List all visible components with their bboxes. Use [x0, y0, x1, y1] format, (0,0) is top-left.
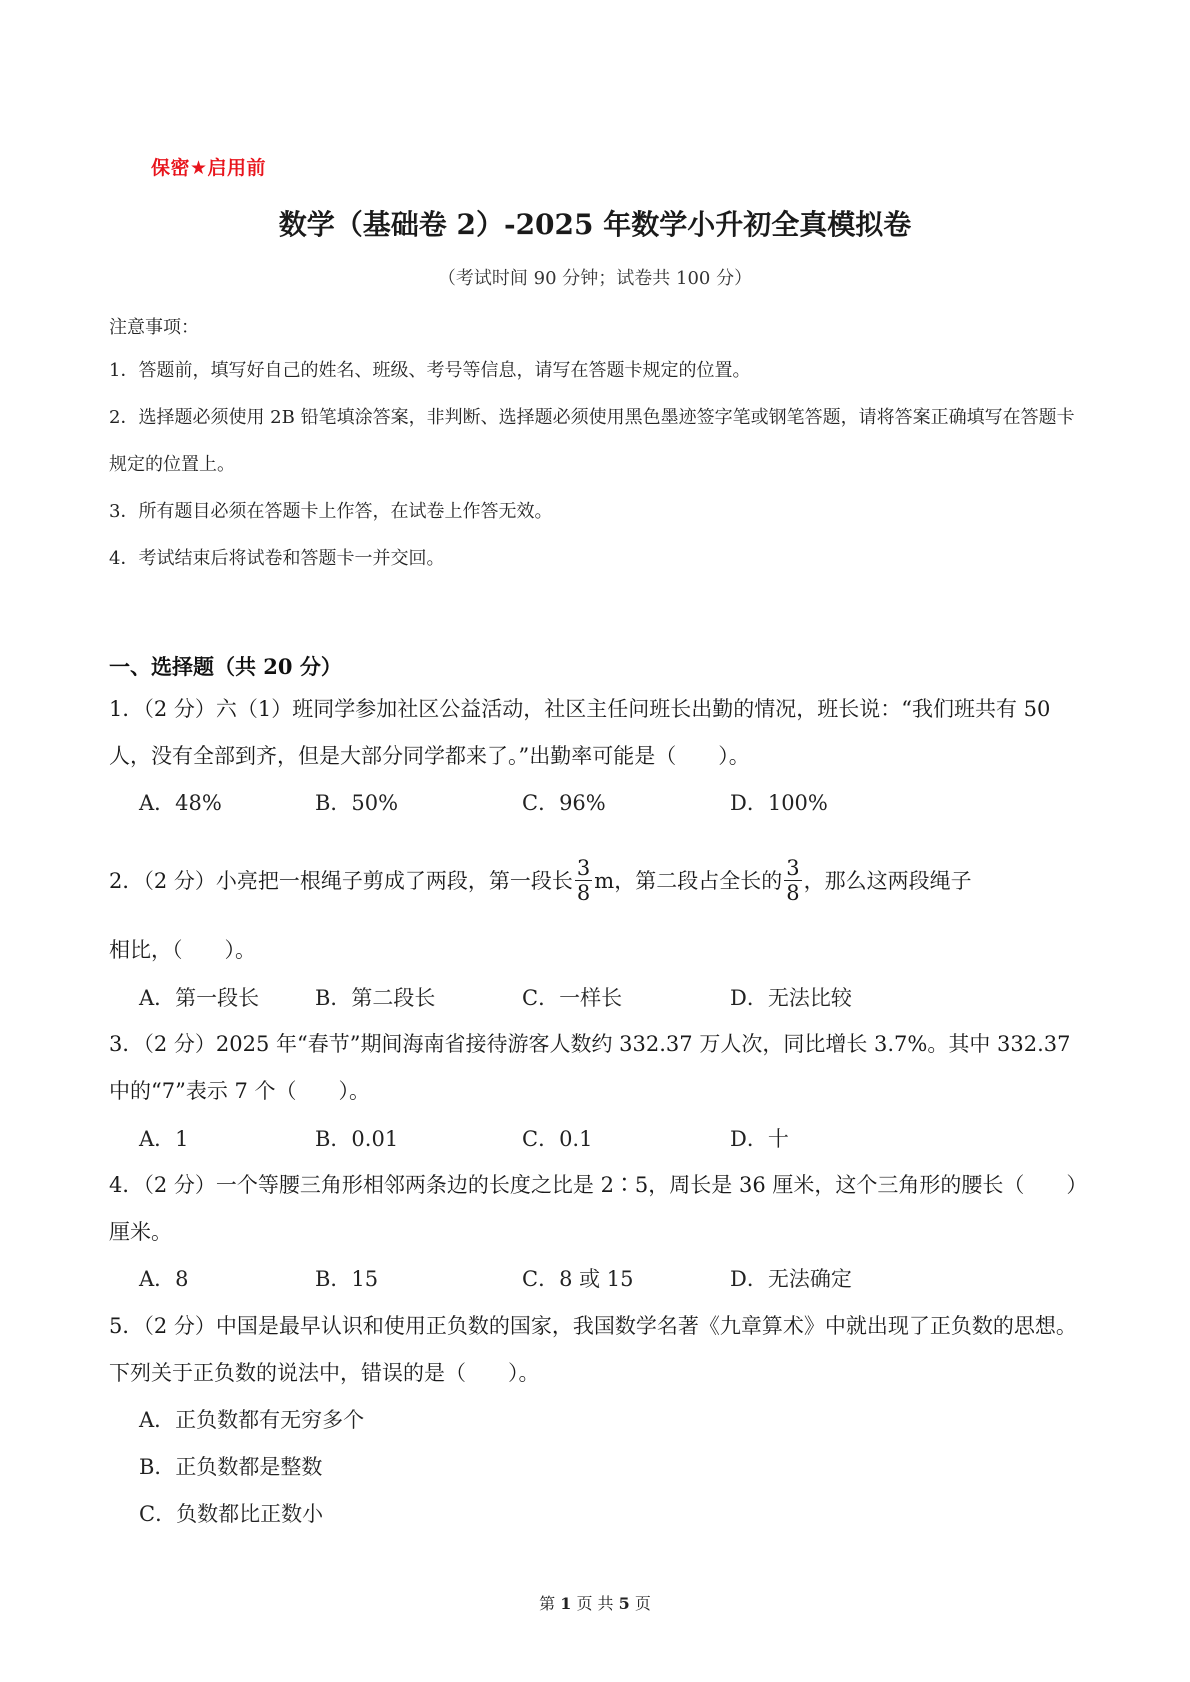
fraction-second-ratio: $\frac{3}{8}$: [786, 856, 800, 905]
option-b[interactable]: B．0.01: [315, 1127, 399, 1151]
notice-item-2: 2．选择题必须使用 2B 铅笔填涂答案，非判断、选择题必须使用黑色墨迹签字笔或钢笔答题，请将答案正确填写在答题卡规定的位置上。: [109, 407, 1075, 475]
option-c[interactable]: C．一样长: [522, 986, 623, 1010]
confidential-label: 保密★启用前: [151, 157, 267, 179]
option-a[interactable]: A．8: [139, 1267, 189, 1291]
option-d[interactable]: D．十: [730, 1127, 789, 1151]
question-4-text: 4．（2 分）一个等腰三角形相邻两条边的长度之比是 2∶5，周长是 36 厘米，这个三角形的腰长（ ）厘米。: [109, 1173, 1077, 1244]
question-2-line-2: 相比，（ ）。: [109, 938, 256, 962]
question-2-text: [109, 853, 1084, 909]
question-1-options: [139, 787, 1079, 827]
exam-info: （考试时间 90 分钟；试卷共 100 分）: [437, 268, 753, 289]
option-c[interactable]: C．0.1: [522, 1127, 593, 1151]
notice-item-3: 3．所有题目必须在答题卡上作答，在试卷上作答无效。: [109, 501, 553, 522]
question-2-part-3: ，那么这两段绳子: [803, 869, 972, 893]
notice-heading: 注意事项：: [109, 317, 199, 338]
option-d[interactable]: D．100%: [730, 791, 828, 815]
option-d[interactable]: D．无法确定: [730, 1267, 852, 1291]
fraction-first-length: $\frac{3}{8}$: [576, 856, 591, 905]
option-c[interactable]: C．8 或 15: [522, 1267, 634, 1291]
page-title: 数学（基础卷 2）-2025 年数学小升初全真模拟卷: [278, 208, 912, 241]
question-2-part-1: 2．（2 分）小亮把一根绳子剪成了两段，第一段长: [109, 869, 573, 893]
question-5-option-b[interactable]: B．正负数都是整数: [139, 1455, 323, 1479]
question-1-text: 1．（2 分）六（1）班同学参加社区公益活动，社区主任问班长出勤的情况，班长说：“我们班共有 50 人，没有全部到齐，但是大部分同学都来了。”出勤率可能是（ ）。: [109, 697, 1051, 768]
option-d[interactable]: D．无法比较: [730, 986, 852, 1010]
section-title: 一、选择题（共 20 分）: [109, 654, 342, 679]
footer-suffix: 页: [634, 1594, 651, 1613]
question-5-option-c[interactable]: C．负数都比正数小: [139, 1502, 324, 1526]
question-3-text: 3．（2 分）2025 年“春节”期间海南省接待游客人数约 332.37 万人次，同比增长 3.7%。其中 332.37 中的“7”表示 7 个（ ）。: [109, 1032, 1071, 1103]
notice-item-4: 4．考试结束后将试卷和答题卡一并交回。: [109, 548, 445, 569]
notice-item-1: 1．答题前，填写好自己的姓名、班级、考号等信息，请写在答题卡规定的位置。: [109, 360, 751, 381]
question-2-part-2: m，第二段占全长的: [594, 869, 783, 893]
question-5-option-a[interactable]: A．正负数都有无穷多个: [139, 1408, 365, 1432]
option-a[interactable]: A．1: [139, 1127, 189, 1151]
footer-mid: 页 共: [576, 1594, 614, 1613]
option-b[interactable]: B．50%: [315, 791, 399, 815]
footer-prefix: 第: [539, 1594, 556, 1613]
option-b[interactable]: B．15: [315, 1267, 379, 1291]
option-b[interactable]: B．第二段长: [315, 986, 436, 1010]
option-c[interactable]: C．96%: [522, 791, 606, 815]
question-3-options: [139, 1123, 1079, 1163]
page-footer: [0, 1591, 1190, 1614]
total-pages-number: 5: [618, 1594, 630, 1613]
question-2-options: [139, 982, 1079, 1022]
question-4-options: [139, 1263, 1079, 1303]
option-a[interactable]: A．第一段长: [139, 986, 260, 1010]
option-a[interactable]: A．48%: [139, 791, 222, 815]
question-5-text: 5．（2 分）中国是最早认识和使用正负数的国家，我国数学名著《九章算术》中就出现了正负数的思想。下列关于正负数的说法中，错误的是（ ）。: [109, 1314, 1077, 1385]
current-page-number: 1: [560, 1594, 572, 1613]
